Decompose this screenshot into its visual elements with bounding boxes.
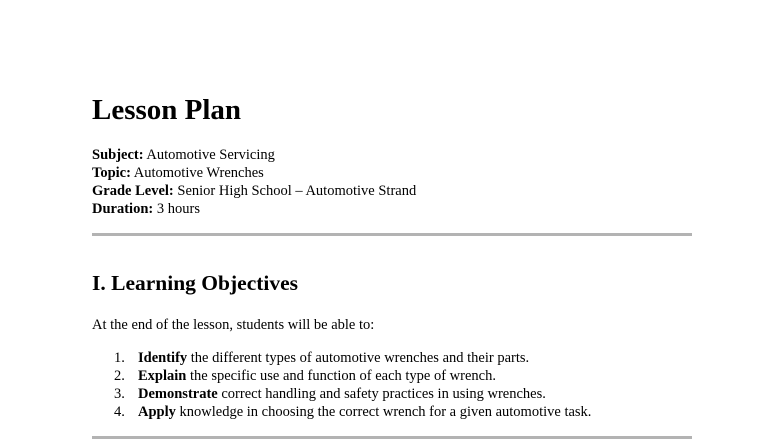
- document-title: Lesson Plan: [92, 94, 242, 126]
- topic-row: [92, 164, 416, 182]
- grade-level-label: Grade Level:: [92, 183, 174, 199]
- objective-item: [92, 367, 591, 385]
- duration-label: Duration:: [92, 201, 154, 217]
- topic-label: Topic:: [92, 165, 131, 181]
- topic-value: Automotive Wrenches: [133, 165, 264, 181]
- objective-verb: Apply: [138, 404, 176, 420]
- subject-row: [92, 146, 416, 164]
- duration-value: 3 hours: [156, 201, 200, 217]
- objective-item: [92, 385, 591, 403]
- objectives-intro: At the end of the lesson, students will be able to:: [92, 317, 375, 333]
- list-number: 3.: [114, 386, 125, 402]
- duration-row: [92, 200, 416, 218]
- section-heading: I. Learning Objectives: [92, 271, 299, 295]
- objective-text: knowledge in choosing the correct wrench for a given automotive task.: [179, 404, 592, 420]
- objectives-list: [92, 349, 591, 421]
- objective-text: correct handling and safety practices in using wrenches.: [221, 386, 546, 402]
- objective-verb: Demonstrate: [138, 386, 218, 402]
- objective-item: [92, 403, 591, 421]
- list-number: 2.: [114, 368, 125, 384]
- objective-text: the different types of automotive wrenches and their parts.: [190, 350, 530, 366]
- objective-verb: Identify: [138, 350, 188, 366]
- objective-item: [92, 349, 591, 367]
- subject-value: Automotive Servicing: [146, 147, 275, 163]
- list-number: 4.: [114, 404, 125, 420]
- objective-verb: Explain: [138, 368, 187, 384]
- grade-level-value: Senior High School – Automotive Strand: [177, 183, 417, 199]
- horizontal-divider: [92, 233, 692, 236]
- grade-level-row: [92, 182, 416, 200]
- lesson-details: [92, 146, 416, 218]
- list-number: 1.: [114, 350, 125, 366]
- subject-label: Subject:: [92, 147, 144, 163]
- horizontal-divider: [92, 436, 692, 439]
- objective-text: the specific use and function of each type of wrench.: [189, 368, 496, 384]
